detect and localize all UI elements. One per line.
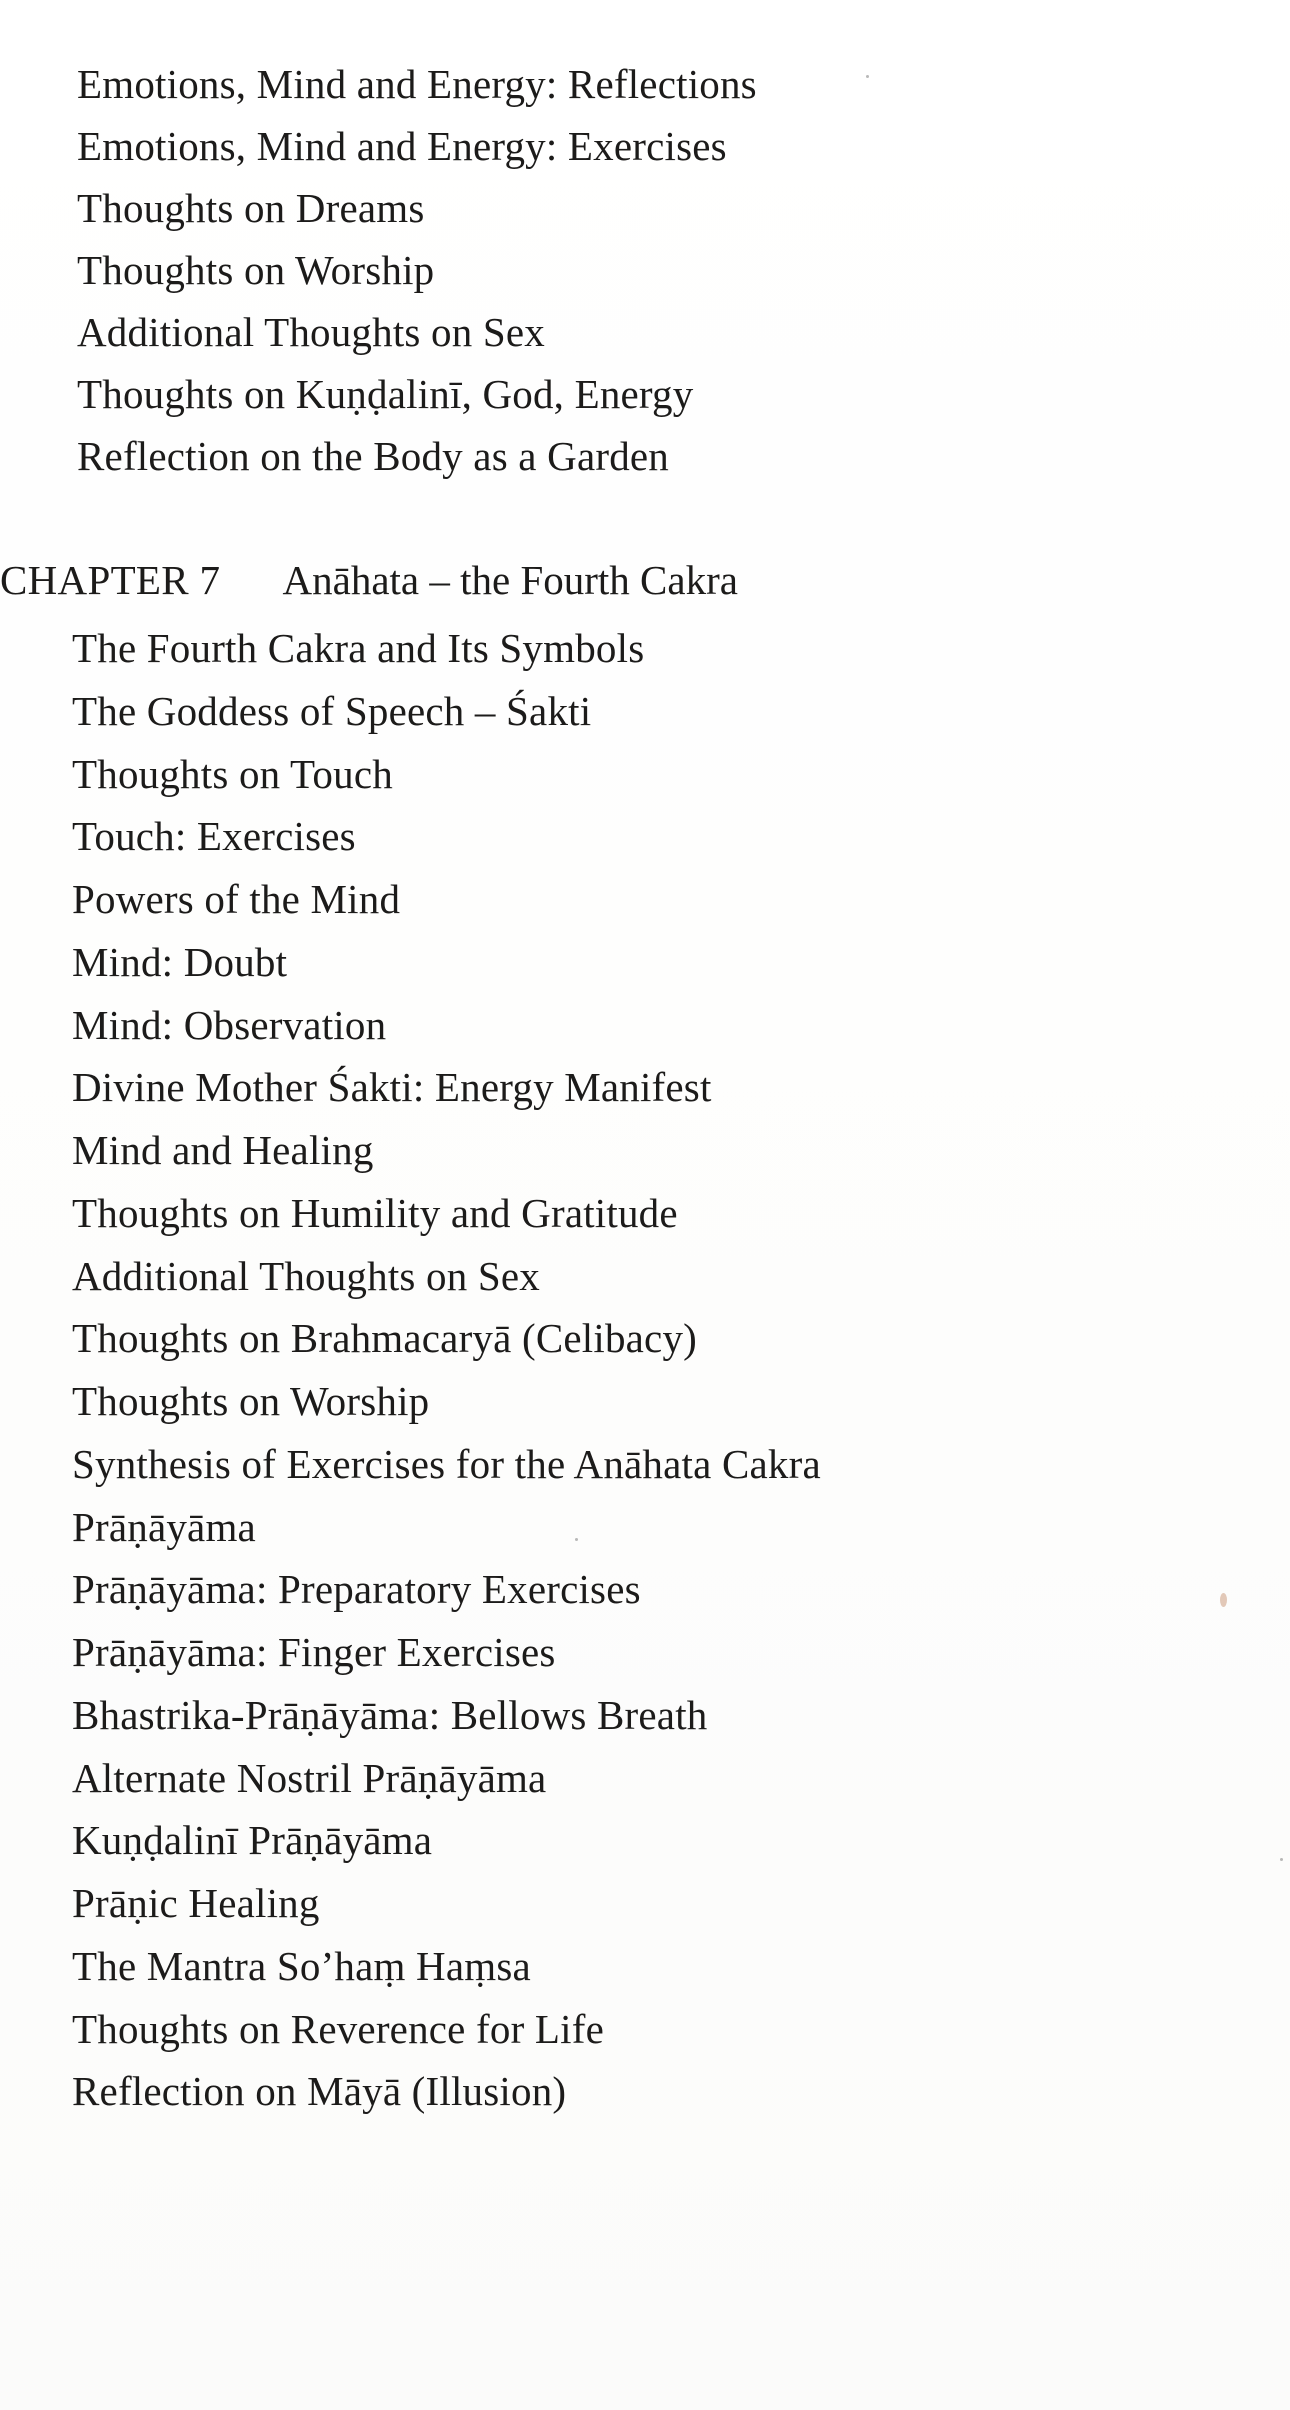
toc-entry: Thoughts on Reverence for Life	[72, 2006, 604, 2052]
toc-entry: Emotions, Mind and Energy: Exercises	[77, 123, 727, 169]
toc-entry: Reflection on the Body as a Garden	[77, 433, 670, 479]
toc-entry: Prāṇāyāma	[72, 1504, 256, 1550]
paper-stain	[1220, 1593, 1227, 1607]
chapter-title: Anāhata – the Fourth Cakra	[282, 557, 738, 603]
toc-entry: Mind: Doubt	[72, 939, 288, 985]
toc-entry: Prāṇāyāma: Preparatory Exercises	[72, 1566, 641, 1612]
toc-entry: Reflection on Māyā (Illusion)	[72, 2068, 567, 2114]
toc-entry: Thoughts on Worship	[72, 1378, 430, 1424]
toc-entry: Additional Thoughts on Sex	[77, 309, 545, 355]
toc-entry: Thoughts on Worship	[77, 247, 435, 293]
paper-speck	[866, 75, 869, 78]
toc-entry: Alternate Nostril Prāṇāyāma	[72, 1755, 547, 1801]
toc-entry: Thoughts on Brahmacaryā (Celibacy)	[72, 1315, 698, 1361]
chapter-label: CHAPTER 7	[0, 557, 221, 603]
chapter-heading	[0, 557, 738, 603]
paper-speck	[1280, 1858, 1283, 1861]
toc-entry: Thoughts on Touch	[72, 751, 393, 797]
toc-entry: Powers of the Mind	[72, 876, 401, 922]
toc-entry: Thoughts on Humility and Gratitude	[72, 1190, 678, 1236]
toc-entry: Thoughts on Dreams	[77, 185, 425, 231]
toc-entry: Prāṇāyāma: Finger Exercises	[72, 1629, 556, 1675]
toc-entry: Kuṇḍalinī Prāṇāyāma	[72, 1817, 433, 1863]
toc-entry: Additional Thoughts on Sex	[72, 1253, 540, 1299]
toc-entry: Bhastrika-Prāṇāyāma: Bellows Breath	[72, 1692, 708, 1738]
toc-entry: The Mantra So’haṃ Haṃsa	[72, 1943, 531, 1989]
toc-entry: Mind and Healing	[72, 1127, 374, 1173]
toc-entry: Touch: Exercises	[72, 813, 356, 859]
paper-speck	[575, 1538, 578, 1541]
toc-entry: Synthesis of Exercises for the Anāhata Cakra	[72, 1441, 821, 1487]
toc-entry: Prāṇic Healing	[72, 1880, 320, 1926]
toc-entry: Emotions, Mind and Energy: Reflections	[77, 61, 757, 107]
toc-entry: The Goddess of Speech – Śakti	[72, 688, 592, 734]
toc-entry: Mind: Observation	[72, 1002, 387, 1048]
toc-entry: Thoughts on Kuṇḍalinī, God, Energy	[77, 371, 694, 417]
toc-entry: The Fourth Cakra and Its Symbols	[72, 625, 645, 671]
toc-entry: Divine Mother Śakti: Energy Manifest	[72, 1064, 712, 1110]
